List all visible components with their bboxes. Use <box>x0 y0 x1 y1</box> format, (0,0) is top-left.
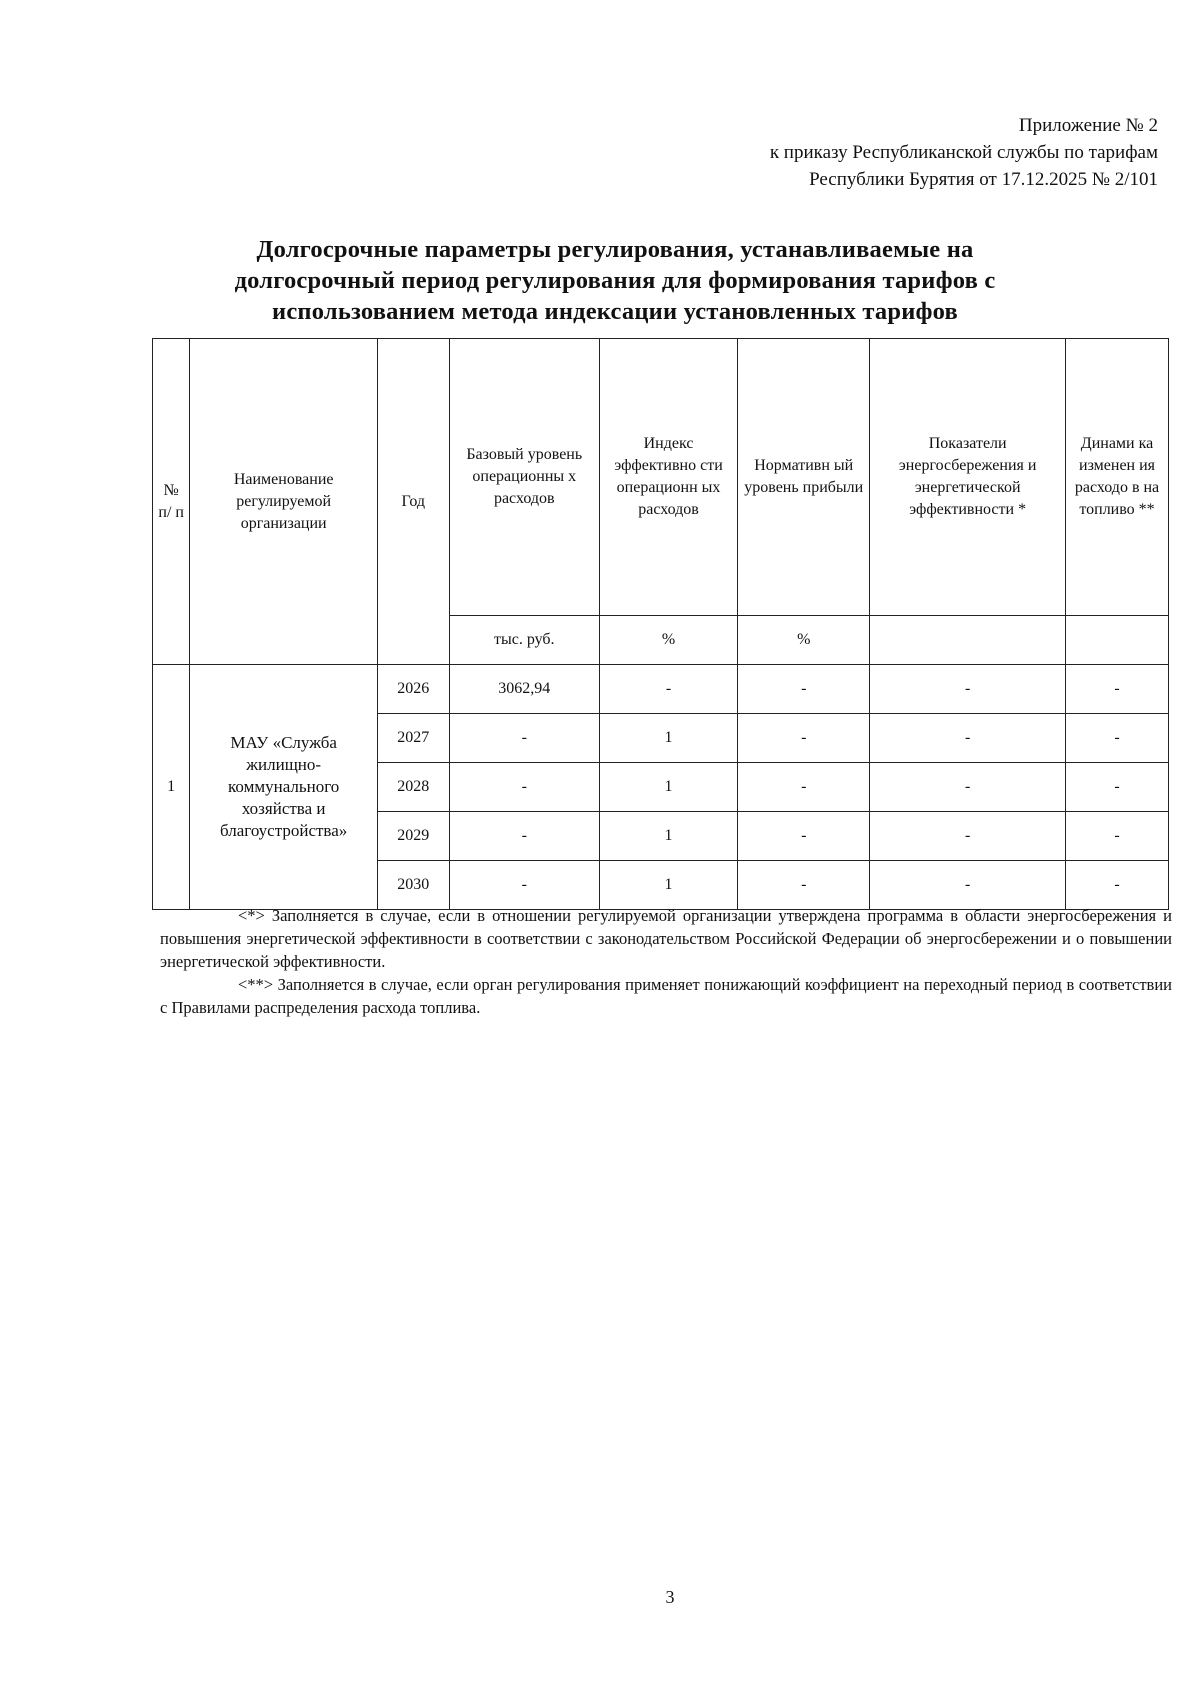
appendix-header <box>770 112 1158 193</box>
cell-fuel: - <box>1066 763 1169 812</box>
unit-profit: % <box>738 616 870 665</box>
cell-base: 3062,94 <box>449 665 599 714</box>
title-line: использованием метода индексации установленных тарифов <box>272 298 958 325</box>
cell-year: 2027 <box>377 714 449 763</box>
unit-index: % <box>599 616 737 665</box>
document-title <box>140 234 1090 327</box>
header-row <box>153 339 1169 616</box>
cell-index: 1 <box>599 861 737 910</box>
cell-year: 2026 <box>377 665 449 714</box>
page-number: 3 <box>665 1587 675 1607</box>
parameters-table <box>152 338 1169 910</box>
footnote-1: <*> Заполняется в случае, если в отношении регулируемой организации утверждена программа в области энергосбережения и повышения энергетической эффективности в соответствии с законодательством Российской Федерации об энергосбережении и о повышении энергетической эффективности. <box>160 906 1172 971</box>
appendix-line: Приложение № 2 <box>1018 115 1158 136</box>
table-row <box>153 665 1169 714</box>
header-fuel-dynamics: Динами ка изменен ия расходо в на топливо ** <box>1066 339 1169 616</box>
appendix-line: Республики Бурятия от 17.12.2025 № 2/101 <box>809 169 1158 190</box>
cell-profit: - <box>738 861 870 910</box>
cell-fuel: - <box>1066 665 1169 714</box>
unit-fuel <box>1066 616 1169 665</box>
row-number: 1 <box>153 665 190 910</box>
appendix-line: к приказу Республиканской службы по тарифам <box>769 142 1158 163</box>
unit-energy <box>870 616 1066 665</box>
cell-profit: - <box>738 812 870 861</box>
header-year: Год <box>377 339 449 665</box>
title-line: Долгосрочные параметры регулирования, устанавливаемые на <box>256 236 974 263</box>
cell-profit: - <box>738 665 870 714</box>
cell-fuel: - <box>1066 714 1169 763</box>
organization-name: МАУ «Служба жилищно-коммунального хозяйства и благоустройства» <box>190 665 378 910</box>
cell-energy: - <box>870 714 1066 763</box>
cell-index: 1 <box>599 812 737 861</box>
header-num: № п/ п <box>153 339 190 665</box>
header-organization: Наименование регулируемой организации <box>190 339 378 665</box>
footnotes <box>160 904 1172 1019</box>
cell-year: 2030 <box>377 861 449 910</box>
cell-year: 2029 <box>377 812 449 861</box>
cell-energy: - <box>870 763 1066 812</box>
cell-base: - <box>449 714 599 763</box>
header-efficiency-index: Индекс эффективно сти операционн ых расходов <box>599 339 737 616</box>
cell-index: 1 <box>599 763 737 812</box>
cell-index: 1 <box>599 714 737 763</box>
footnote-2: <**> Заполняется в случае, если орган регулирования применяет понижающий коэффициент на переходный период в соответствии с Правилами распределения расхода топлива. <box>160 975 1172 1017</box>
title-line: долгосрочный период регулирования для формирования тарифов с <box>234 267 996 294</box>
cell-energy: - <box>870 812 1066 861</box>
unit-base: тыс. руб. <box>449 616 599 665</box>
cell-profit: - <box>738 763 870 812</box>
header-base-level: Базовый уровень операционны х расходов <box>449 339 599 616</box>
header-profit-level: Нормативн ый уровень прибыли <box>738 339 870 616</box>
cell-fuel: - <box>1066 812 1169 861</box>
cell-energy: - <box>870 861 1066 910</box>
cell-fuel: - <box>1066 861 1169 910</box>
cell-base: - <box>449 763 599 812</box>
cell-energy: - <box>870 665 1066 714</box>
cell-base: - <box>449 812 599 861</box>
cell-base: - <box>449 861 599 910</box>
cell-year: 2028 <box>377 763 449 812</box>
header-energy-indicators: Показатели энергосбережения и энергетической эффективности * <box>870 339 1066 616</box>
cell-index: - <box>599 665 737 714</box>
cell-profit: - <box>738 714 870 763</box>
